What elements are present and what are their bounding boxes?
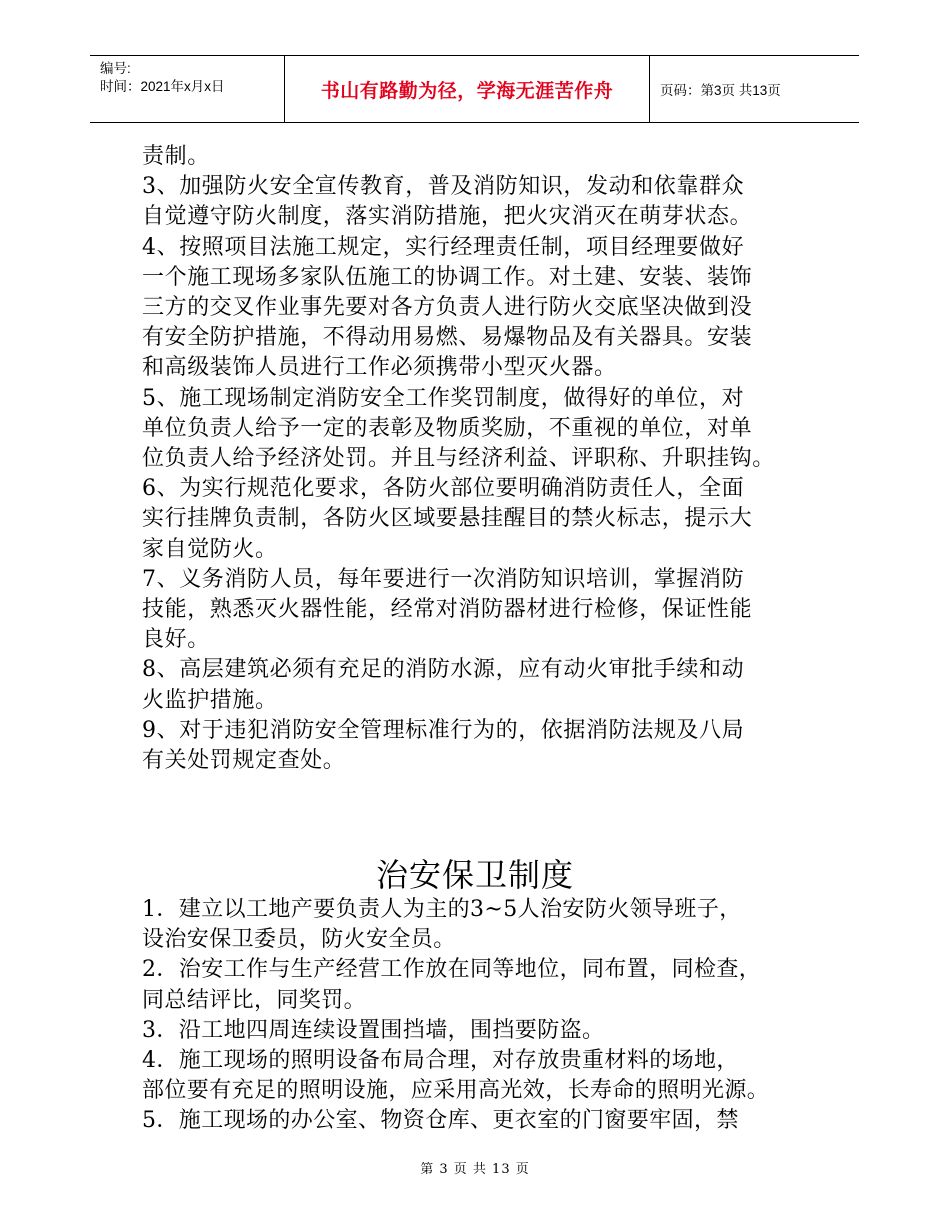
header-slogan: [285, 56, 650, 122]
section-title: 治安保卫制度: [375, 856, 574, 894]
body-line: 7、义务消防人员，每年要进行一次消防知识培训，掌握消防: [142, 566, 745, 592]
body-line: 家自觉防火。: [142, 536, 278, 562]
body-line: 自觉遵守防火制度，落实消防措施，把火灾消灭在萌芽状态。: [142, 204, 753, 230]
body-line: 9、对于违犯消防安全管理标准行为的，依据消防法规及八局: [142, 717, 745, 743]
section-line: 4．施工现场的照明设备布局合理，对存放贵重材料的场地，: [142, 1048, 739, 1074]
page-header: [90, 55, 859, 123]
section-line: 2．治安工作与生产经营工作放在同等地位，同布置，同检查，: [142, 957, 762, 983]
body-line: 和高级装饰人员进行工作必须携带小型灭火器。: [142, 355, 617, 381]
body-line: 6、为实行规范化要求，各防火部位要明确消防责任人，全面: [142, 476, 745, 502]
body-line: 5、施工现场制定消防安全工作奖罚制度，做得好的单位，对: [142, 385, 745, 411]
section-line: 部位要有充足的照明设施，应采用高光效，长寿命的照明光源。: [142, 1078, 770, 1104]
body-line: 良好。: [142, 627, 210, 653]
section-body: [142, 895, 842, 1137]
body-line: 三方的交叉作业事先要对各方负责人进行防火交底坚决做到没: [142, 295, 753, 321]
slogan-text: 书山有路勤为径，学海无涯苦作舟: [320, 79, 614, 102]
body-line: 单位负责人给予一定的表彰及物质奖励，不重视的单位，对单: [142, 415, 753, 441]
body-line: 有关处罚规定查处。: [142, 748, 346, 774]
body-line: 一个施工现场多家队伍施工的协调工作。对土建、安装、装饰: [142, 264, 753, 290]
header-page-info: [650, 56, 859, 122]
section-line: 1．建立以工地产要负责人为主的3~5人治安防火领导班子，: [142, 897, 742, 922]
time-label: 时间：2021年x月x日: [100, 79, 225, 94]
header-meta: [90, 56, 285, 122]
section-line: 设治安保卫委员，防火安全员。: [142, 927, 456, 953]
page-info-text: 页码：第3页 共13页: [660, 83, 781, 98]
section-line: 3．沿工地四周连续设置围挡墙，围挡要防盗。: [142, 1017, 605, 1043]
body-line: 技能，熟悉灭火器性能，经常对消防器材进行检修，保证性能: [142, 597, 753, 623]
code-label: 编号:: [100, 61, 131, 76]
section-line: 同总结评比，同奖罚。: [142, 987, 367, 1013]
body-line: 8、高层建筑必须有充足的消防水源，应有动火审批手续和动: [142, 657, 745, 683]
body-line: 位负责人给予经济处罚。并且与经济利益、评职称、升职挂钩。: [142, 446, 775, 472]
body-text: [142, 142, 842, 776]
body-line: 火监护措施。: [142, 687, 278, 713]
section-line: 5．施工现场的办公室、物资仓库、更衣室的门窗要牢固，禁: [142, 1108, 739, 1134]
body-line: 有安全防护措施，不得动用易燃、易爆物品及有关器具。安装: [142, 325, 753, 351]
body-line: 实行挂牌负责制，各防火区域要悬挂醒目的禁火标志，提示大: [142, 506, 753, 532]
body-line: 4、按照项目法施工规定，实行经理责任制，项目经理要做好: [142, 234, 745, 260]
body-line: 3、加强防火安全宣传教育，普及消防知识，发动和依靠群众: [142, 174, 745, 200]
page-footer: 第 3 页 共 13 页: [420, 1162, 530, 1177]
body-line: 责制。: [142, 144, 210, 169]
